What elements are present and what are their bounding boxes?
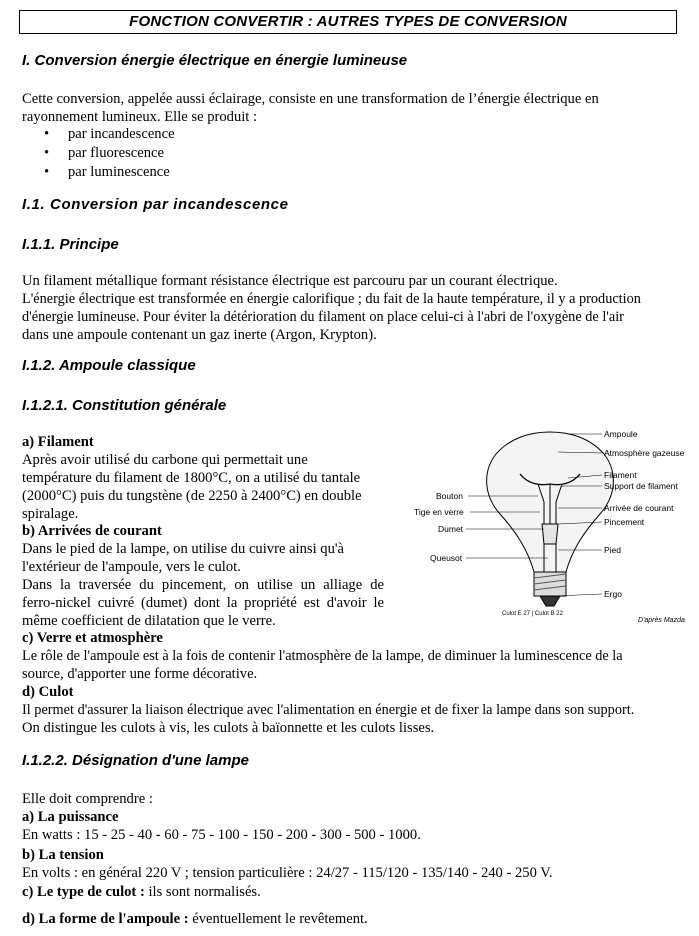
section-heading-1-1-2: I.1.2. Ampoule classique <box>22 357 196 374</box>
bulb-drawing <box>487 432 614 606</box>
arrivees-title: b) Arrivées de courant <box>22 523 162 539</box>
section-heading-1-1-2-1: I.1.2.1. Constitution générale <box>22 397 227 414</box>
label-atmosphere: Atmosphère gazeuse <box>604 448 685 458</box>
page-title: FONCTION CONVERTIR : AUTRES TYPES DE CONVERSION <box>19 10 677 34</box>
label-arrivee: Arrivée de courant <box>604 503 674 513</box>
verre-line-1: Le rôle de l'ampoule est à la fois de contenir l'atmosphère de la lampe, de diminuer la luminescence de la <box>22 648 623 664</box>
section-heading-1-1-1: I.1.1. Principe <box>22 236 119 253</box>
bullet-icon: • <box>44 145 50 161</box>
label-bouton: Bouton <box>436 491 463 501</box>
section-heading-1-1: I.1. Conversion par incandescence <box>22 196 289 213</box>
puissance-title: a) La puissance <box>22 809 119 825</box>
arrivees-line-4: ferro-nickel cuivré (dumet) dont la propriété est d'avoir le <box>22 595 384 611</box>
filament-line-1: Après avoir utilisé du carbone qui permettait une <box>22 452 308 468</box>
label-pincement: Pincement <box>604 517 645 527</box>
filament-line-4: spiralage. <box>22 506 79 522</box>
tension-title: b) La tension <box>22 847 104 863</box>
bullet-icon: • <box>44 126 50 142</box>
arrivees-line-2: l'extérieur de l'ampoule, vers le culot. <box>22 559 241 575</box>
filament-line-3: (2000°C) puis du tungstène (de 2250 à 2400°C) en double <box>22 488 362 504</box>
culot-title: d) Culot <box>22 684 74 700</box>
bullet-item: • par luminescence <box>44 164 170 180</box>
bullet-item: • par incandescence <box>44 126 175 142</box>
section-heading-1: I. Conversion énergie électrique en énergie lumineuse <box>22 52 408 69</box>
principe-line-4: dans une ampoule contenant un gaz inerte (Argon, Krypton). <box>22 327 377 343</box>
culot-line-2: On distingue les culots à vis, les culots à baïonnette et les culots lisses. <box>22 720 435 736</box>
principe-line-2: L'énergie électrique est transformée en énergie calorifique ; du fait de la haute température, il y a production <box>22 291 641 307</box>
bullet-icon: • <box>44 164 50 180</box>
designation-intro: Elle doit comprendre : <box>22 791 153 807</box>
culot-line-1: Il permet d'assurer la liaison électrique avec l'alimentation en énergie et de fixer la lampe dans son support. <box>22 702 635 718</box>
verre-line-2: source, d'apporter une forme décorative. <box>22 666 258 682</box>
bullet-item: • par fluorescence <box>44 145 165 161</box>
ergo-contact <box>540 596 560 606</box>
label-source: D'après Mazda <box>638 617 685 624</box>
arrivees-line-5: même coefficient de dilatation que le verre. <box>22 613 276 629</box>
lamp-diagram <box>408 424 698 630</box>
section-heading-1-1-2-2: I.1.2.2. Désignation d'une lampe <box>22 752 249 769</box>
label-ergo: Ergo <box>604 589 622 599</box>
principe-line-3: d'énergie lumineuse. Pour éviter la détérioration du filament on place celui-ci à l'abri de l'oxygène de l'air <box>22 309 624 325</box>
forme-ampoule-line: d) La forme de l'ampoule : éventuellement le revêtement. <box>22 911 368 927</box>
filament-title: a) Filament <box>22 434 94 450</box>
verre-title: c) Verre et atmosphère <box>22 630 163 646</box>
label-culots: Culot E 27 | Culot B 22 <box>502 611 563 617</box>
label-tige: Tige en verre <box>414 507 464 517</box>
label-ampoule: Ampoule <box>604 429 638 439</box>
principe-line-1: Un filament métallique formant résistance électrique est parcouru par un courant électrique. <box>22 273 558 289</box>
label-filament: Filament <box>604 470 637 480</box>
filament-line-2: température du filament de 1800°C, on a utilisé du tantale <box>22 470 361 486</box>
type-culot-line: c) Le type de culot : ils sont normalisés. <box>22 884 261 900</box>
arrivees-line-1: Dans le pied de la lampe, on utilise du cuivre ainsi qu'à <box>22 541 344 557</box>
label-dumet: Dumet <box>438 524 464 534</box>
label-queusot: Queusot <box>430 553 463 563</box>
label-pied: Pied <box>604 545 622 555</box>
intro-line-1: Cette conversion, appelée aussi éclairage, consiste en une transformation de l’énergie électrique en <box>22 91 599 107</box>
intro-line-2: rayonnement lumineux. Elle se produit : <box>22 109 258 125</box>
puissance-text: En watts : 15 - 25 - 40 - 60 - 75 - 100 - 150 - 200 - 300 - 500 - 1000. <box>22 827 421 843</box>
label-support: Support de filament <box>604 481 678 491</box>
arrivees-line-3: Dans la traversée du pincement, on utilise un alliage de <box>22 577 384 593</box>
tension-text: En volts : en général 220 V ; tension particulière : 24/27 - 115/120 - 135/140 - 240 - 250 V. <box>22 865 553 881</box>
